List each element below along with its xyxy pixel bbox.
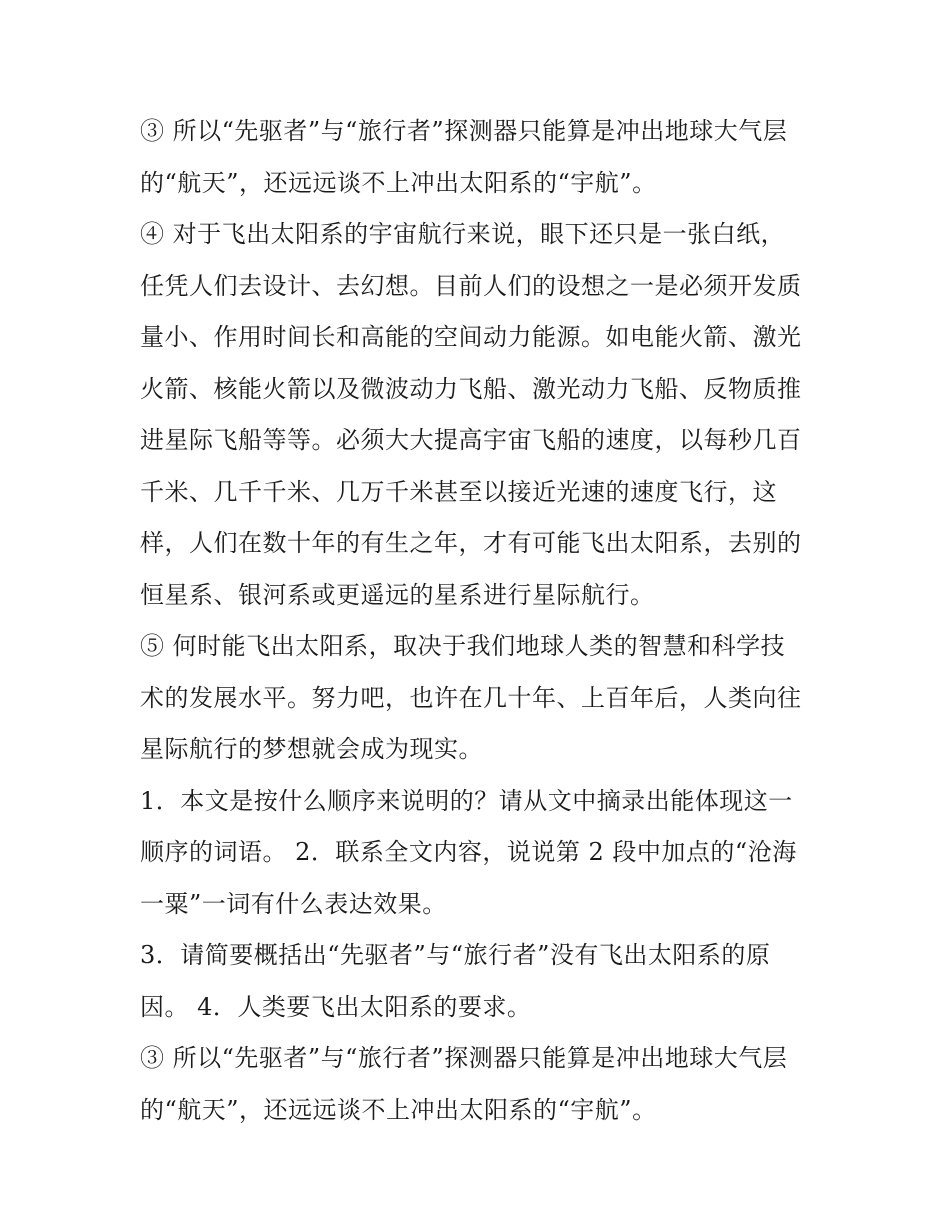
text-line: ③ 所以“先驱者”与“旅行者”探测器只能算是冲出地球大气层 [140, 1044, 788, 1072]
text-line: 术的发展水平。努力吧，也许在几十年、上百年后，人类向往 [140, 683, 802, 712]
questions-1-2 [140, 776, 820, 931]
text-line: 1．本文是按什么顺序来说明的？请从文中摘录出能体现这一 [140, 786, 793, 815]
text-line: 进星际飞船等等。必须大大提高宇宙飞船的速度，以每秒几百 [140, 426, 802, 454]
text-line: 样，人们在数十年的有生之年，才有可能飞出太阳系，去别的 [140, 529, 802, 557]
document-page [140, 106, 820, 1136]
paragraph-3-repeat-top [140, 106, 820, 209]
text-line: 量小、作用时间长和高能的空间动力能源。如电能火箭、激光 [140, 323, 802, 351]
text-line: 一粟”一词有什么表达效果。 [140, 889, 447, 918]
text-line: 的“航天”，还远远谈不上冲出太阳系的“宇航”。 [140, 1095, 657, 1124]
text-line: 星际航行的梦想就会成为现实。 [140, 735, 483, 763]
text-line: 3．请简要概括出“先驱者”与“旅行者”没有飞出太阳系的原 [140, 941, 771, 969]
paragraph-4 [140, 209, 820, 621]
paragraph-3-repeat-bottom [140, 1033, 820, 1136]
text-line: 任凭人们去设计、去幻想。目前人们的设想之一是必须开发质 [140, 271, 802, 300]
text-line: ④ 对于飞出太阳系的宇宙航行来说，眼下还只是一张白纸， [140, 220, 786, 248]
text-line: 千米、几千千米、几万千米甚至以接近光速的速度飞行，这 [140, 477, 777, 506]
text-line: 火箭、核能火箭以及微波动力飞船、激光动力飞船、反物质推 [140, 374, 802, 403]
text-line: 的“航天”，还远远谈不上冲出太阳系的“宇航”。 [140, 168, 657, 197]
text-line: ⑤ 何时能飞出太阳系，取决于我们地球人类的智慧和科学技 [140, 632, 786, 660]
text-line: 顺序的词语。 2．联系全文内容，说说第 2 段中加点的“沧海 [140, 838, 797, 866]
paragraph-5 [140, 621, 820, 776]
text-line: 恒星系、银河系或更遥远的星系进行星际航行。 [140, 580, 655, 609]
questions-3-4 [140, 930, 820, 1033]
text-line: 因。 4．人类要飞出太阳系的要求。 [140, 992, 532, 1021]
text-line: ③ 所以“先驱者”与“旅行者”探测器只能算是冲出地球大气层 [140, 117, 788, 145]
